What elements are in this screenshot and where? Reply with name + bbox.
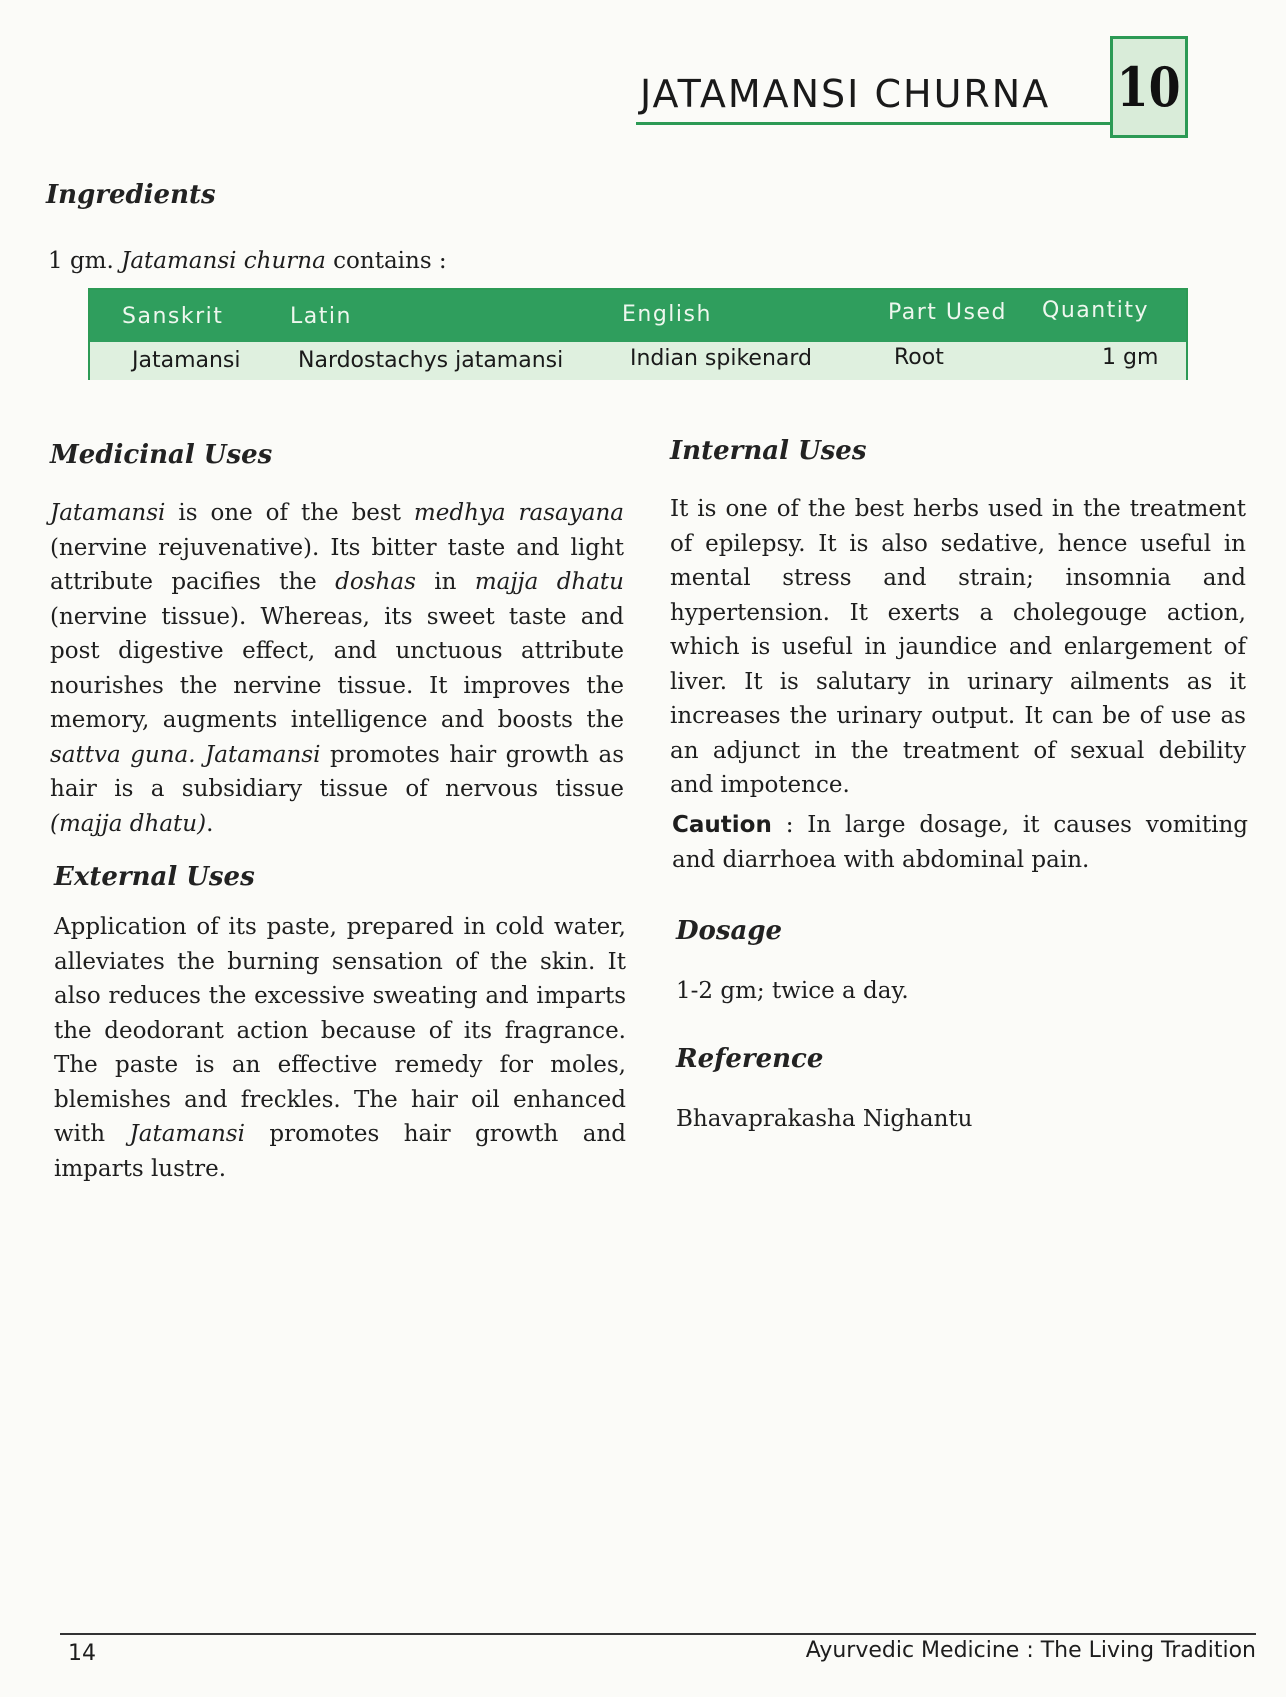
column-header-sanskrit: Sanskrit — [122, 304, 224, 329]
cell-sanskrit: Jatamansi — [132, 348, 241, 373]
internal-uses-text: It is one of the best herbs used in the treatment of epilepsy. It is also sedative, hence useful in mental stress and strain; insomnia and hypertension. It exerts a cholegouge action, which is useful in jaundice and enlargement of liver. It is salutary in urinary ailments as it increases the urinary output. It can be of use as an adjunct in the treatment of sexual debility and impotence. — [670, 496, 1246, 798]
ingredients-heading: Ingredients — [46, 180, 216, 210]
column-header-quantity: Quantity — [1042, 298, 1150, 323]
title-underline — [636, 122, 1112, 125]
page-title: JATAMANSI CHURNA — [640, 72, 1051, 116]
dosage-text: 1-2 gm; twice a day. — [676, 978, 909, 1004]
caution-label: Caution — [672, 812, 772, 838]
column-header-english: English — [622, 302, 712, 327]
medicinal-uses-text: Jatamansi is one of the best medhya rasayana (nervine rejuvenative). Its bitter taste and light attribute pacifies the doshas in majja dhatu (nervine tissue). Whereas, its sweet taste and post digestive effect, and unctuous attribute nourishes the nervine tissue. It improves the memory, augments intelligence and boosts the sattva guna. Jatamansi promotes hair growth as hair is a subsidiary tissue of nervous tissue (majja dhatu). — [50, 500, 624, 837]
caution-text: Caution : In large dosage, it causes vomiting and diarrhoea with abdominal pain. — [672, 812, 1248, 873]
ingredients-table — [88, 288, 1188, 380]
external-uses-text: Application of its paste, prepared in cold water, alleviates the burning sensation of the skin. It also reduces the excessive sweating and imparts the deodorant action because of its fragrance. The paste is an effective remedy for moles, blemishes and freckles. The hair oil enhanced with Jatamansi promotes hair growth and imparts lustre. — [54, 914, 626, 1182]
book-title: Ayurvedic Medicine : The Living Tradition — [805, 1638, 1256, 1663]
table-header-row — [90, 290, 1186, 342]
reference-heading: Reference — [676, 1044, 824, 1074]
column-header-part-used: Part Used — [888, 300, 1007, 325]
table-row — [90, 342, 1186, 380]
cell-part-used: Root — [894, 345, 944, 370]
column-header-latin: Latin — [290, 304, 352, 329]
cell-english: Indian spikenard — [630, 346, 813, 371]
dosage-heading: Dosage — [676, 916, 783, 946]
reference-text: Bhavaprakasha Nighantu — [676, 1106, 973, 1132]
cell-quantity: 1 gm — [1102, 345, 1159, 370]
page-number: 14 — [68, 1641, 96, 1666]
footer-rule — [60, 1633, 1256, 1635]
internal-uses-heading: Internal Uses — [670, 436, 867, 466]
chapter-number: 10 — [1117, 55, 1181, 119]
ingredients-intro: 1 gm. Jatamansi churna contains : — [48, 248, 447, 274]
medicinal-uses-heading: Medicinal Uses — [50, 440, 273, 470]
cell-latin: Nardostachys jatamansi — [298, 348, 564, 373]
chapter-number-box — [1110, 36, 1188, 138]
external-uses-heading: External Uses — [54, 862, 255, 892]
